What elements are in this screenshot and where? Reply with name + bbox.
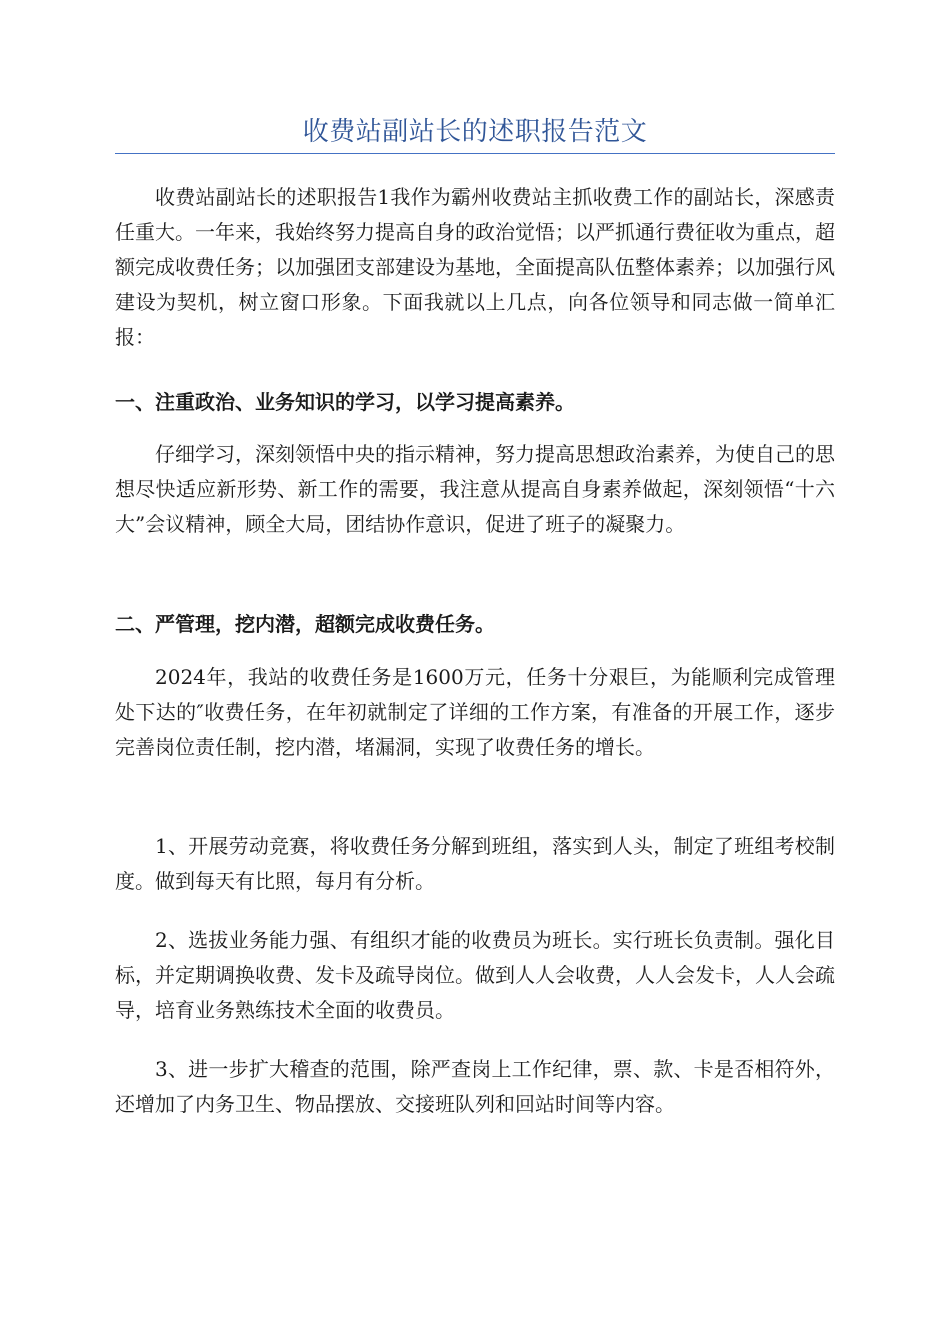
intro-paragraph: 收费站副站长的述职报告1我作为霸州收费站主抓收费工作的副站长，深感责任重大。一年来，我始终努力提高自身的政治觉悟；以严抓通行费征收为重点，超额完成收费任务；以加强团支部建设为基地，全面提高队伍整体素养；以加强行风建设为契机，树立窗口形象。下面我就以上几点，向各位领导和同志做一简单汇报： [115,185,835,349]
section2-heading: 二、严管理，挖内潜，超额完成收费任务。 [115,612,495,636]
title-underline [115,153,835,154]
document-title: 收费站副站长的述职报告范文 [302,117,648,147]
section1-paragraph: 仔细学习，深刻领悟中央的指示精神，努力提高思想政治素养，为使自己的思想尽快适应新形势、新工作的需要，我注意从提高自身素养做起，深刻领悟“十六大”会议精神，顾全大局，团结协作意识，促进了班子的凝聚力。 [115,442,835,536]
section1-heading: 一、注重政治、业务知识的学习，以学习提高素养。 [115,390,575,414]
section2-paragraph: 2024年，我站的收费任务是1600万元，任务十分艰巨，为能顺利完成管理处下达的″收费任务，在年初就制定了详细的工作方案，有准备的开展工作，逐步完善岗位责任制，挖内潜，堵漏洞，实现了收费任务的增长。 [115,665,835,759]
list-item-1: 1、开展劳动竞赛，将收费任务分解到班组，落实到人头，制定了班组考校制度。做到每天有比照，每月有分析。 [115,834,835,893]
list-item-2: 2、选拔业务能力强、有组织才能的收费员为班长。实行班长负责制。强化目标，并定期调换收费、发卡及疏导岗位。做到人人会收费，人人会发卡，人人会疏导，培育业务熟练技术全面的收费员。 [115,928,835,1022]
list-item-3: 3、进一步扩大稽查的范围，除严查岗上工作纪律，票、款、卡是否相符外，还增加了内务卫生、物品摆放、交接班队列和回站时间等内容。 [115,1057,835,1116]
